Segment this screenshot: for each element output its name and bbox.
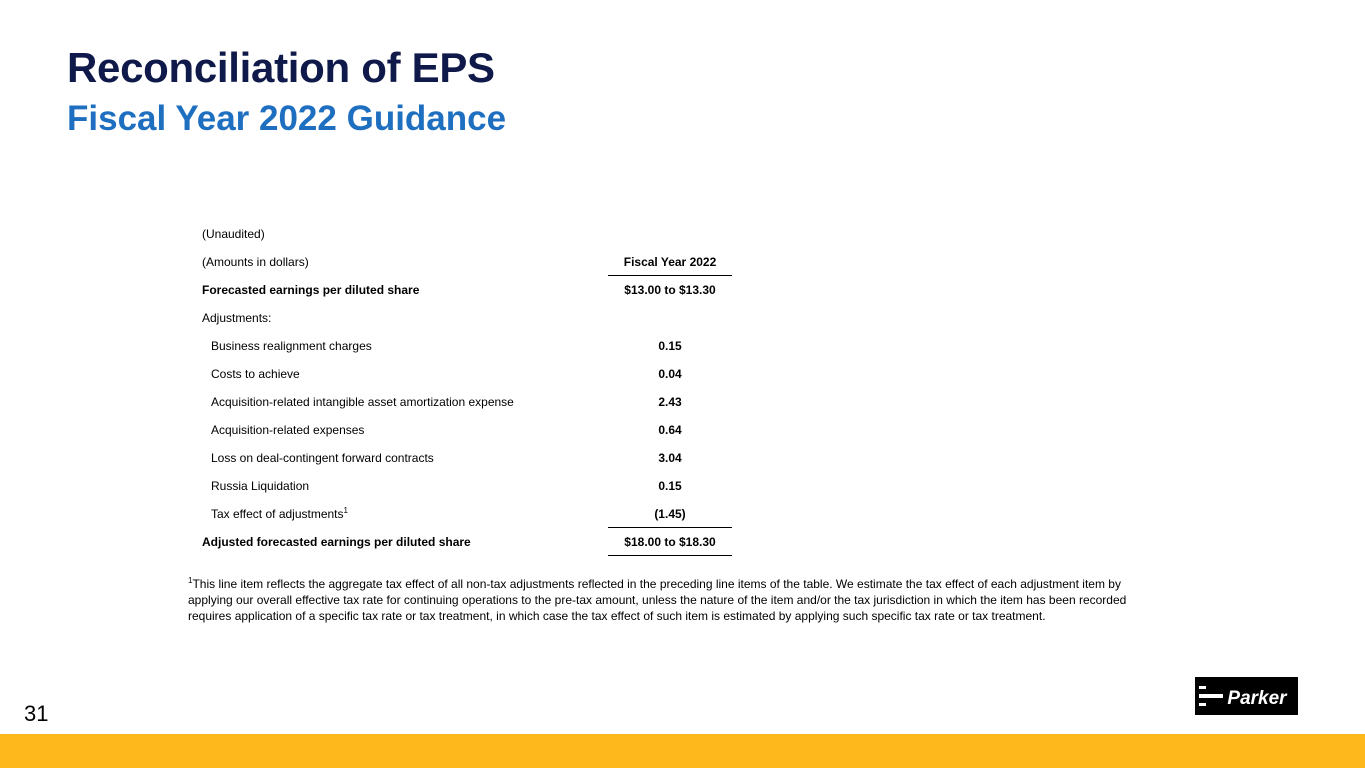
page-subtitle: Fiscal Year 2022 Guidance [67,99,507,138]
row-value: 2.43 [658,395,682,409]
adjustments-row [202,304,742,332]
footnote [188,576,1158,624]
row-label: Loss on deal-contingent forward contracts [211,451,434,465]
tax-effect-value: (1.45) [654,507,686,521]
table-row [202,416,742,444]
tax-effect-row [202,500,742,528]
table-row [202,472,742,500]
row-label: Business realignment charges [211,339,372,353]
row-value: 0.04 [658,367,682,381]
footnote-marker: 1 [343,506,348,515]
logo-text: Parker [1227,688,1287,709]
adjustments-label: Adjustments: [202,311,272,325]
amounts-label: (Amounts in dollars) [202,255,309,269]
row-label: Acquisition-related expenses [211,423,365,437]
page-title: Reconciliation of EPS [67,44,495,91]
row-value: 0.15 [658,339,682,353]
adjusted-value: $18.00 to $18.30 [624,535,716,549]
row-label: Costs to achieve [211,367,300,381]
footnote-sup: 1 [188,576,193,585]
amounts-row [202,248,742,276]
column-header: Fiscal Year 2022 [623,255,717,269]
page-number: 31 [24,701,49,726]
row-value: 3.04 [658,451,682,465]
forecasted-row [202,276,742,304]
forecasted-label: Forecasted earnings per diluted share [202,283,420,297]
table-row [202,388,742,416]
tax-effect-text: Tax effect of adjustments [211,507,344,521]
total-rule [608,555,732,556]
row-label: Russia Liquidation [211,479,310,493]
table-row [202,332,742,360]
tax-effect-label [211,507,348,521]
unaudited-row [202,220,742,248]
table-row [202,360,742,388]
forecasted-value: $13.00 to $13.30 [624,283,716,297]
adjusted-row [202,528,742,556]
table-row [202,444,742,472]
footnote-text: This line item reflects the aggregate tax effect of all non-tax adjustments reflected in the preceding line items of the table. We estimate the tax effect of each adjustment item by applying our overall effective tax rate for continuing operations to the pre-tax amount, unless the nature of the item and/or the tax jurisdiction in which the item has been recorded requires application of a specific tax rate or tax treatment, in which case the tax effect of such item is estimated by applying such specific tax rate or tax treatment. [188,577,1127,623]
row-value: 0.15 [658,479,682,493]
parker-logo-icon [1195,677,1298,715]
unaudited-label: (Unaudited) [202,227,265,241]
adjusted-label: Adjusted forecasted earnings per diluted share [202,535,471,549]
bottom-accent-bar [0,734,1365,768]
eps-reconciliation-table [202,220,742,556]
row-label: Acquisition-related intangible asset amortization expense [211,395,514,409]
row-value: 0.64 [658,423,682,437]
